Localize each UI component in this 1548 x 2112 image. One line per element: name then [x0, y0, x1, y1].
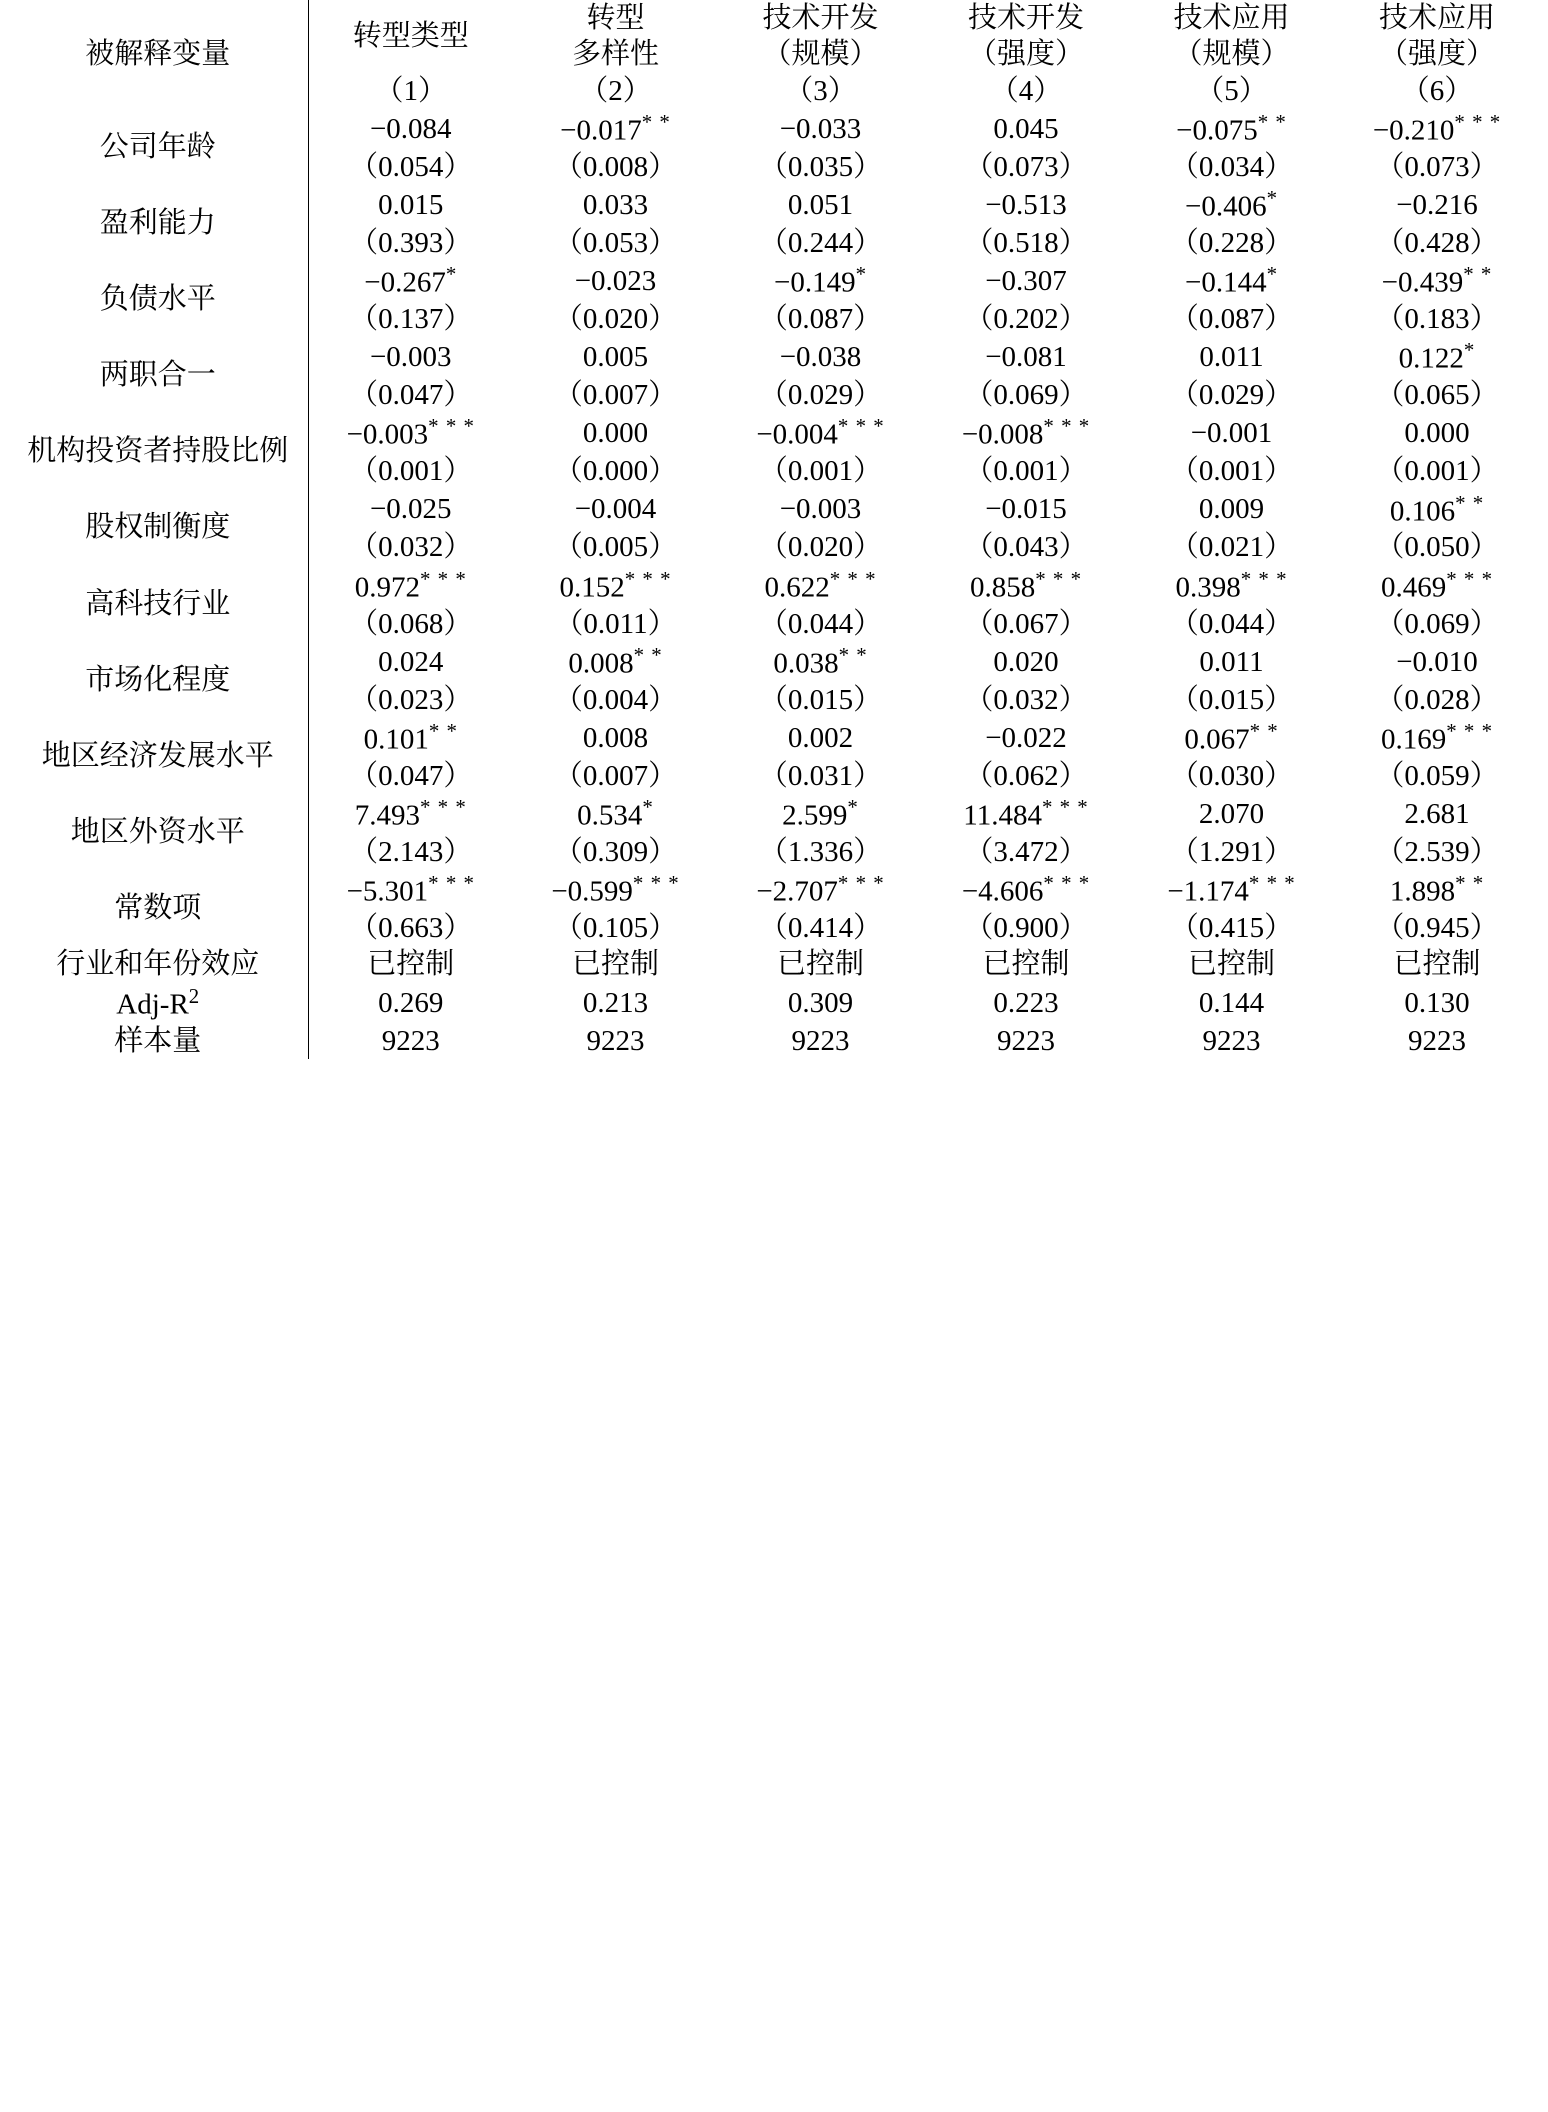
table-row	[8, 490, 1540, 530]
coefficient-cell: 0.534*	[577, 795, 654, 832]
std-error-cell: （0.047）	[349, 759, 473, 792]
header-row-label: 被解释变量	[8, 0, 308, 109]
table-row	[8, 109, 1540, 149]
footer-cell: 已控制	[571, 948, 659, 981]
regression-table	[8, 0, 1541, 1059]
coefficient-cell: −0.003	[369, 341, 452, 374]
coefficient-cell: 0.033	[582, 188, 649, 221]
std-error-cell: （0.073）	[964, 150, 1088, 183]
coefficient-cell: −0.081	[985, 341, 1067, 374]
std-error-cell: （0.030）	[1169, 759, 1294, 792]
std-error-cell: （0.202）	[964, 302, 1088, 335]
table-row	[8, 718, 1540, 758]
std-error-cell: （0.020）	[553, 302, 678, 335]
row-label: 常数项	[8, 870, 308, 946]
std-error-cell: （0.069）	[964, 379, 1088, 412]
std-error-cell: （0.059）	[1375, 759, 1499, 792]
coefficient-cell: −0.307	[985, 264, 1067, 297]
std-error-cell: （0.007）	[553, 379, 678, 412]
coefficient-cell: 2.599*	[782, 795, 859, 832]
table-footer-row	[8, 946, 1540, 982]
footer-cell: 9223	[1202, 1024, 1261, 1057]
std-error-cell: （0.011）	[554, 607, 677, 640]
std-error-cell: （0.309）	[553, 836, 678, 869]
table-footer-row	[8, 983, 1540, 1023]
coefficient-cell: 0.169* * *	[1381, 719, 1493, 756]
column-header-5: 技术应用 （规模）	[1173, 2, 1290, 71]
coefficient-cell: 0.024	[378, 645, 444, 678]
std-error-cell: （0.005）	[553, 531, 678, 564]
coefficient-cell: 0.398* * *	[1175, 566, 1288, 604]
std-error-cell: （0.945）	[1375, 912, 1499, 945]
std-error-cell: （0.228）	[1169, 226, 1294, 259]
table-row	[8, 261, 1540, 301]
coefficient-cell: 0.972* * *	[354, 566, 467, 604]
table-row	[8, 337, 1540, 377]
table-body	[8, 0, 1540, 1059]
column-header-1: 转型类型	[352, 20, 469, 53]
coefficient-cell: 0.000	[582, 417, 649, 450]
column-number-4: （4）	[989, 74, 1063, 107]
column-number-3: （3）	[784, 74, 857, 107]
std-error-cell: （0.031）	[758, 759, 883, 792]
footer-row-label: 行业和年份效应	[8, 946, 308, 982]
std-error-cell: （0.029）	[758, 379, 883, 412]
coefficient-cell: −0.216	[1396, 188, 1478, 221]
std-error-cell: （0.007）	[553, 759, 678, 792]
coefficient-cell: −0.038	[779, 341, 862, 374]
std-error-cell: （0.001）	[1375, 455, 1499, 488]
coefficient-cell: −0.008* * *	[961, 414, 1091, 452]
coefficient-cell: 0.005	[582, 341, 649, 374]
std-error-cell: （0.044）	[1169, 607, 1294, 640]
std-error-cell: （0.029）	[1169, 379, 1294, 412]
std-error-cell: （0.087）	[1169, 302, 1294, 335]
std-error-cell: （1.336）	[758, 836, 883, 869]
column-number-1: （1）	[374, 74, 447, 107]
coefficient-cell: −0.267*	[364, 262, 458, 299]
coefficient-cell: 0.152* * *	[559, 566, 672, 604]
table-row	[8, 642, 1540, 682]
std-error-cell: （0.428）	[1375, 226, 1499, 259]
column-header-2: 转型 多样性	[571, 2, 659, 71]
coefficient-cell: −1.174* * *	[1167, 871, 1296, 908]
coefficient-cell: 0.858* * *	[970, 566, 1082, 604]
coefficient-cell: 0.008	[582, 721, 649, 754]
coefficient-cell: −0.023	[574, 264, 657, 297]
row-label: 负债水平	[8, 261, 308, 337]
std-error-cell: （0.035）	[758, 150, 883, 183]
footer-cell: 0.309	[787, 986, 854, 1019]
coefficient-cell: 1.898* *	[1389, 871, 1485, 908]
footer-cell: 9223	[586, 1024, 645, 1057]
coefficient-cell: 0.469* * *	[1381, 566, 1493, 604]
footer-row-label: Adj-$R^2$	[8, 983, 308, 1023]
coefficient-cell: −0.022	[985, 721, 1067, 754]
std-error-cell: （0.001）	[349, 455, 473, 488]
std-error-cell: （0.065）	[1375, 379, 1499, 412]
coefficient-cell: 0.106* *	[1389, 490, 1485, 528]
std-error-cell: （0.050）	[1375, 531, 1499, 564]
row-label: 高科技行业	[8, 566, 308, 642]
std-error-cell: （0.105）	[553, 912, 678, 945]
std-error-cell: （0.183）	[1375, 302, 1499, 335]
std-error-cell: （0.518）	[964, 226, 1088, 259]
std-error-cell: （0.244）	[758, 226, 883, 259]
coefficient-cell: −0.144*	[1184, 262, 1279, 299]
coefficient-cell: 0.045	[993, 112, 1059, 145]
coefficient-cell: 0.009	[1198, 493, 1265, 526]
coefficient-cell: −0.003* * *	[346, 414, 475, 452]
std-error-cell: （0.043）	[964, 531, 1088, 564]
coefficient-cell: 2.070	[1198, 797, 1265, 830]
std-error-cell: （0.900）	[964, 912, 1088, 945]
coefficient-cell: −0.210* * *	[1372, 109, 1502, 147]
coefficient-cell: 0.002	[787, 721, 854, 754]
std-error-cell: （0.028）	[1375, 683, 1499, 716]
footer-cell: 已控制	[1187, 948, 1275, 981]
coefficient-cell: 0.000	[1404, 417, 1470, 450]
row-label: 地区经济发展水平	[8, 718, 308, 794]
coefficient-cell: 0.038* *	[773, 642, 868, 680]
coefficient-cell: −0.033	[779, 112, 862, 145]
coefficient-cell: −0.001	[1190, 417, 1273, 450]
std-error-cell: （0.393）	[349, 226, 473, 259]
std-error-cell: （0.032）	[349, 531, 473, 564]
std-error-cell: （3.472）	[964, 836, 1088, 869]
row-label: 市场化程度	[8, 642, 308, 718]
column-header-3: 技术开发 （规模）	[762, 2, 879, 71]
std-error-cell: （0.015）	[1169, 683, 1294, 716]
std-error-cell: （0.054）	[349, 150, 473, 183]
coefficient-cell: 0.015	[378, 188, 444, 221]
column-number-6: （6）	[1400, 74, 1474, 107]
std-error-cell: （0.087）	[758, 302, 883, 335]
coefficient-cell: −0.004	[574, 493, 657, 526]
coefficient-cell: −0.599* * *	[551, 871, 680, 908]
std-error-cell: （0.062）	[964, 759, 1088, 792]
footer-row-label: 样本量	[8, 1023, 308, 1059]
coefficient-cell: −0.010	[1396, 645, 1478, 678]
table-row	[8, 566, 1540, 606]
footer-cell: 0.130	[1404, 986, 1470, 1019]
coefficient-cell: 0.622* * *	[764, 566, 877, 604]
std-error-cell: （0.067）	[964, 607, 1088, 640]
coefficient-cell: −0.084	[369, 112, 452, 145]
std-error-cell: （0.034）	[1169, 150, 1294, 183]
footer-cell: 0.223	[993, 986, 1059, 1019]
coefficient-cell: 7.493* * *	[354, 795, 467, 832]
row-label: 两职合一	[8, 337, 308, 413]
coefficient-cell: 0.101* *	[363, 719, 458, 756]
std-error-cell: （2.143）	[349, 836, 473, 869]
coefficient-cell: −0.513	[985, 188, 1067, 221]
footer-cell: 已控制	[982, 948, 1070, 981]
coefficient-cell: −0.004* * *	[756, 414, 885, 452]
table-row	[8, 794, 1540, 834]
column-header-4: 技术开发 （强度）	[967, 2, 1084, 71]
coefficient-cell: −0.017* *	[560, 109, 671, 147]
coefficient-cell: −5.301* * *	[346, 871, 475, 908]
std-error-cell: （0.020）	[758, 531, 883, 564]
std-error-cell: （2.539）	[1375, 836, 1499, 869]
std-error-cell: （0.001）	[964, 455, 1088, 488]
row-label: 公司年龄	[8, 109, 308, 185]
row-label: 机构投资者持股比例	[8, 413, 308, 489]
coefficient-cell: −0.025	[369, 493, 452, 526]
coefficient-cell: 0.011	[1199, 645, 1264, 678]
std-error-cell: （0.053）	[553, 226, 678, 259]
coefficient-cell: 11.484* * *	[963, 795, 1089, 832]
table-footer-row	[8, 1023, 1540, 1059]
std-error-cell: （0.032）	[964, 683, 1088, 716]
coefficient-cell: −4.606* * *	[961, 871, 1091, 908]
column-number-2: （2）	[579, 74, 652, 107]
std-error-cell: （0.663）	[349, 912, 473, 945]
footer-cell: 9223	[791, 1024, 850, 1057]
row-label: 盈利能力	[8, 185, 308, 261]
std-error-cell: （0.000）	[553, 455, 678, 488]
std-error-cell: （0.001）	[1169, 455, 1294, 488]
std-error-cell: （0.008）	[553, 150, 678, 183]
std-error-cell: （0.414）	[758, 912, 883, 945]
coefficient-cell: −2.707* * *	[756, 871, 885, 908]
std-error-cell: （1.291）	[1169, 836, 1294, 869]
std-error-cell: （0.021）	[1169, 531, 1294, 564]
std-error-cell: （0.001）	[758, 455, 883, 488]
footer-cell: 9223	[997, 1024, 1055, 1057]
std-error-cell: （0.044）	[758, 607, 883, 640]
column-number-5: （5）	[1195, 74, 1268, 107]
header-row-titles	[8, 0, 1540, 73]
footer-cell: 0.269	[378, 986, 444, 1019]
coefficient-cell: −0.075* *	[1176, 109, 1287, 147]
std-error-cell: （0.068）	[349, 607, 473, 640]
table-row	[8, 413, 1540, 453]
coefficient-cell: 0.008* *	[568, 642, 663, 680]
coefficient-cell: −0.015	[985, 493, 1067, 526]
coefficient-cell: 0.067* *	[1184, 719, 1279, 756]
footer-cell: 已控制	[776, 948, 864, 981]
row-label: 地区外资水平	[8, 794, 308, 870]
coefficient-cell: −0.149*	[773, 262, 868, 299]
std-error-cell: （0.047）	[349, 379, 473, 412]
footer-cell: 0.213	[582, 986, 649, 1019]
footer-cell: 已控制	[367, 948, 455, 981]
std-error-cell: （0.137）	[349, 302, 473, 335]
coefficient-cell: 0.020	[993, 645, 1059, 678]
std-error-cell: （0.069）	[1375, 607, 1499, 640]
std-error-cell: （0.415）	[1169, 912, 1294, 945]
coefficient-cell: −0.406*	[1184, 185, 1279, 223]
coefficient-cell: 0.122*	[1398, 338, 1476, 375]
footer-cell: 9223	[381, 1024, 440, 1057]
footer-cell: 已控制	[1393, 948, 1481, 981]
column-header-6: 技术应用 （强度）	[1378, 2, 1495, 71]
footer-cell: 0.144	[1198, 986, 1265, 1019]
std-error-cell: （0.073）	[1375, 150, 1499, 183]
coefficient-cell: 0.011	[1199, 341, 1264, 374]
row-label: 股权制衡度	[8, 490, 308, 566]
footer-cell: 9223	[1408, 1024, 1466, 1057]
coefficient-cell: −0.439* *	[1381, 262, 1493, 299]
table-row	[8, 185, 1540, 225]
table-row	[8, 870, 1540, 910]
std-error-cell: （0.023）	[349, 683, 473, 716]
coefficient-cell: 0.051	[787, 188, 854, 221]
coefficient-cell: 2.681	[1404, 797, 1470, 830]
std-error-cell: （0.004）	[553, 683, 678, 716]
std-error-cell: （0.015）	[758, 683, 883, 716]
coefficient-cell: −0.003	[779, 493, 862, 526]
